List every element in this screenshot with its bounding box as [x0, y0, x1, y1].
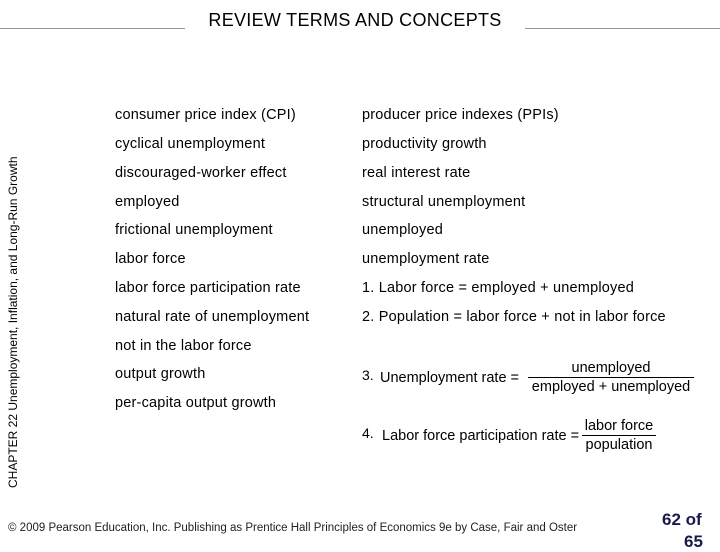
- page-total: 65: [684, 532, 703, 551]
- term-not-in-labor-force: not in the labor force: [115, 338, 252, 354]
- copyright-footer: © 2009 Pearson Education, Inc. Publishing as Prentice Hall Principles of Economics 9e by Case, Fair and Oster: [8, 522, 578, 534]
- term-labor-force-participation-rate: labor force participation rate: [115, 280, 301, 296]
- page-number: [662, 510, 702, 530]
- term-frictional-unemployment: frictional unemployment: [115, 222, 273, 238]
- term-unemployment-rate: unemployment rate: [362, 251, 490, 267]
- formula3-fraction: [528, 360, 694, 395]
- formula4-numerator: labor force: [584, 418, 654, 434]
- equation-population: 2. Population = labor force + not in labor force: [362, 309, 666, 325]
- term-ppi: producer price indexes (PPIs): [362, 107, 559, 123]
- formula3-number: 3.: [362, 367, 374, 383]
- formula4-number: 4.: [362, 425, 374, 441]
- page-of: of: [685, 510, 702, 529]
- term-output-growth: output growth: [115, 366, 206, 382]
- chapter-side-label: CHAPTER 22 Unemployment, Inflation, and Long-Run Growth: [6, 156, 20, 488]
- page-current: 62: [662, 510, 681, 529]
- formula4-lhs: Labor force participation rate =: [382, 428, 580, 444]
- term-discouraged-worker-effect: discouraged-worker effect: [115, 165, 287, 181]
- term-natural-rate-of-unemployment: natural rate of unemployment: [115, 309, 310, 325]
- term-labor-force: labor force: [115, 251, 186, 267]
- title-rule-right: [525, 28, 720, 29]
- page-title: REVIEW TERMS AND CONCEPTS: [208, 10, 502, 30]
- term-productivity-growth: productivity growth: [362, 136, 487, 152]
- title-rule-left: [0, 28, 185, 29]
- term-unemployed: unemployed: [362, 222, 443, 238]
- formula3-lhs: Unemployment rate =: [380, 370, 520, 386]
- title-bar: [0, 6, 720, 40]
- formula-unemployment-rate: [380, 369, 519, 386]
- term-per-capita-output-growth: per-capita output growth: [115, 395, 277, 411]
- formula3-numerator: unemployed: [571, 360, 651, 376]
- term-cpi: consumer price index (CPI): [115, 107, 296, 123]
- formula3-denominator: employed + unemployed: [531, 379, 691, 395]
- formula4-fraction: [582, 418, 656, 453]
- formula3-fraction-bar: [528, 377, 694, 378]
- term-cyclical-unemployment: cyclical unemployment: [115, 136, 266, 152]
- term-structural-unemployment: structural unemployment: [362, 194, 526, 210]
- formula4-denominator: population: [585, 437, 653, 453]
- formula4-fraction-bar: [582, 435, 656, 436]
- formula-participation-rate: [382, 427, 579, 444]
- term-real-interest-rate: real interest rate: [362, 165, 471, 181]
- term-employed: employed: [115, 194, 180, 210]
- equation-labor-force: 1. Labor force = employed + unemployed: [362, 280, 634, 296]
